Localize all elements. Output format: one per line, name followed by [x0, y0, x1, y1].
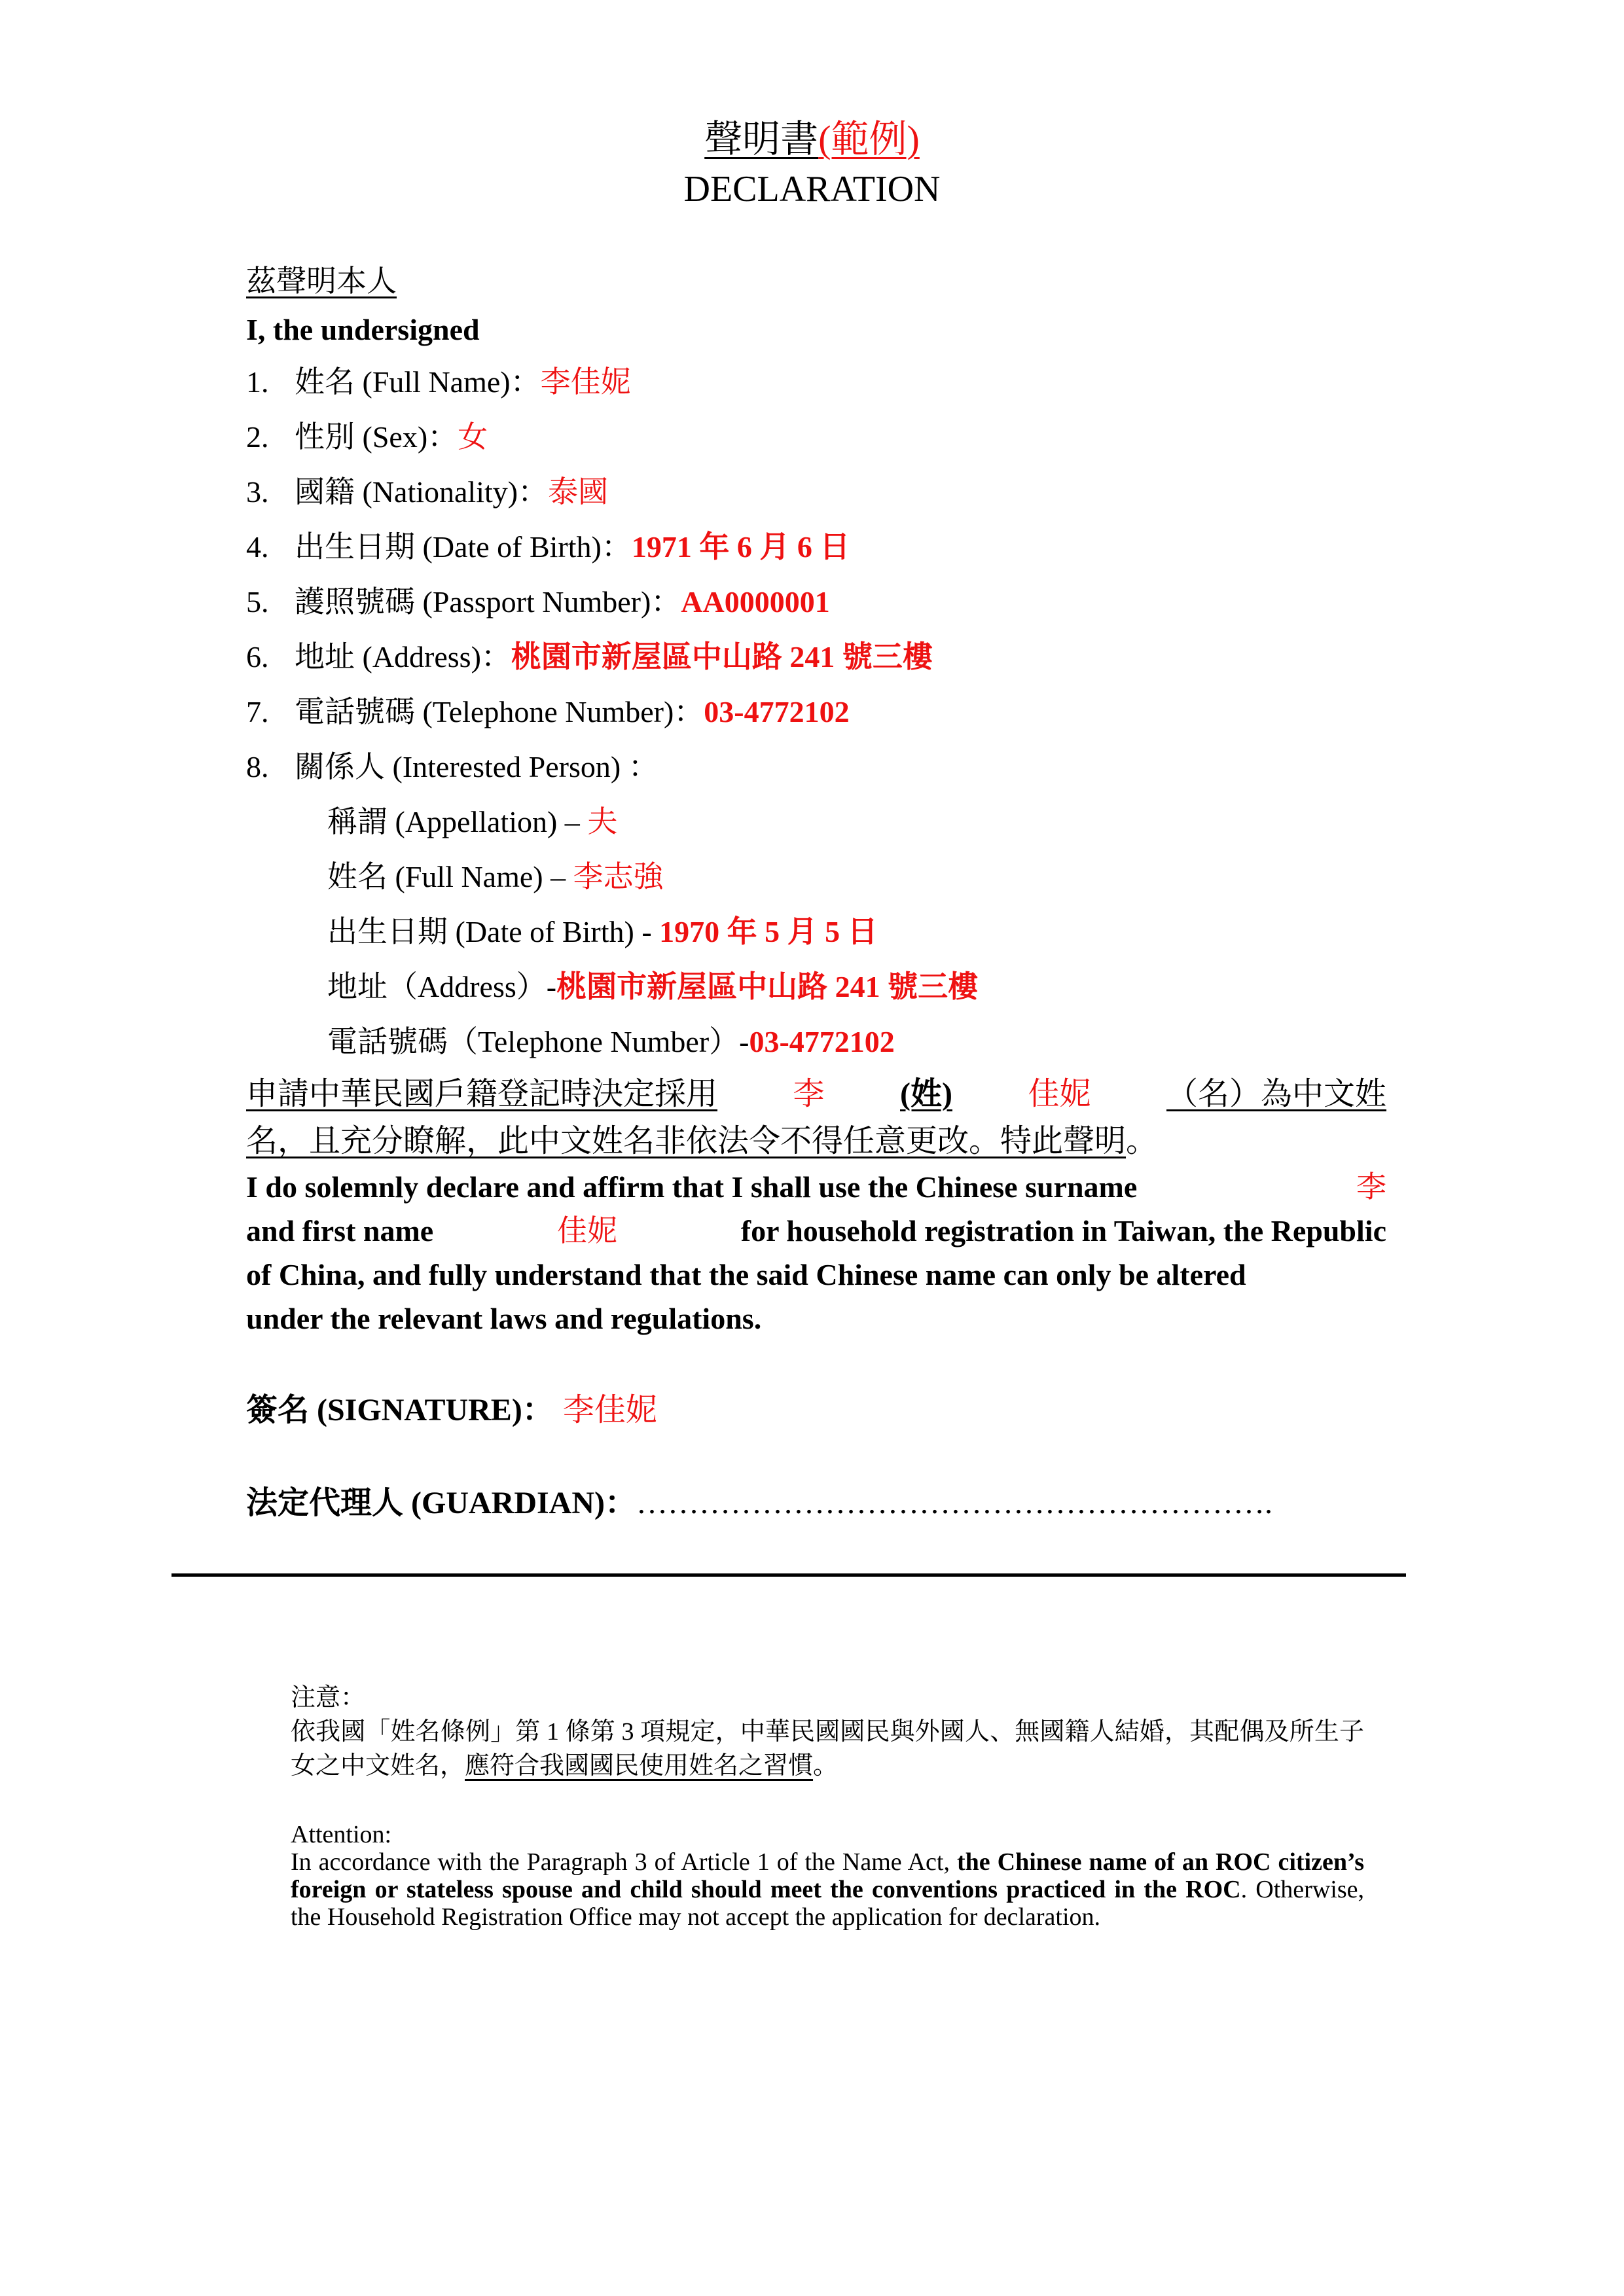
field-value: 李志強 [573, 860, 664, 893]
intro-en: I, the undersigned [246, 313, 480, 346]
declaration-en [246, 1165, 1386, 1340]
interested-appellation [327, 802, 617, 842]
field-label: 地址 (Address)： [295, 640, 511, 673]
intro-zh: 茲聲明本人 [246, 264, 397, 298]
note-zh-underlined: 應符合我國國民使用姓名之習慣 [465, 1752, 814, 1780]
decl-en-line1: I do solemnly declare and affirm that I shall use the Chinese surname [246, 1170, 1138, 1204]
note-zh-end: 。 [813, 1752, 839, 1780]
decl-zh-surname-label: (姓) [900, 1077, 952, 1111]
decl-zh-surname: 李 [793, 1077, 825, 1111]
decl-en-surname: 李 [1356, 1170, 1386, 1204]
note-zh-text: 依我國「姓名條例」第 1 條第 3 項規定，中華民國國民與外國人、無國籍人結婚，其配偶及所生子女之中文姓名， [291, 1718, 1364, 1780]
field-label: 護照號碼 (Passport Number)： [295, 585, 681, 619]
decl-zh-line2: 名，且充分瞭解，此中文姓名非依法令不得任意更改。特此聲明 [246, 1124, 1127, 1158]
field-label: 國籍 (Nationality)： [295, 475, 549, 509]
field-telephone: 7. 電話號碼 (Telephone Number)：03-4772102 [246, 695, 850, 728]
field-sex: 2. 性別 (Sex)：女 [246, 420, 488, 454]
interested-address [327, 967, 978, 1007]
signature-value: 李佳妮 [562, 1393, 657, 1427]
note-en-heading: Attention: [291, 1821, 392, 1848]
field-value: 夫 [587, 805, 618, 838]
decl-en-given: 佳妮 [557, 1214, 618, 1247]
field-date-of-birth: 4. 出生日期 (Date of Birth)：1971 年 6 月 6 日 [246, 530, 850, 564]
field-value: 1971 年 6 月 6 日 [631, 530, 850, 564]
field-value: 桃園市新屋區中山路 241 號三樓 [556, 970, 979, 1003]
note-en-bold: the Chinese name of an ROC citizen’s foreign or stateless spouse and child should meet the conventions practiced in the ROC [291, 1848, 1364, 1903]
guardian-dots: ……………………………………………………. [636, 1486, 1272, 1520]
signature-label: 簽名 (SIGNATURE)： [246, 1393, 554, 1427]
field-value: 女 [458, 420, 488, 454]
field-label: 稱謂 (Appellation) – [327, 805, 588, 838]
note-en [291, 1821, 1364, 1931]
note-zh-heading: 注意： [291, 1684, 366, 1712]
note-zh [291, 1681, 1364, 1783]
field-value: 李佳妮 [540, 365, 631, 399]
field-label: 姓名 (Full Name) – [327, 860, 573, 893]
interested-date-of-birth [327, 912, 878, 952]
field-value: 泰國 [548, 475, 609, 509]
divider [171, 1573, 1406, 1577]
field-value: 03-4772102 [704, 695, 850, 728]
decl-zh-given: 佳妮 [1028, 1077, 1091, 1111]
field-label: 出生日期 (Date of Birth)： [295, 530, 632, 564]
field-label: 出生日期 (Date of Birth) - [327, 915, 660, 948]
field-full-name: 1. 姓名 (Full Name)：李佳妮 [246, 365, 631, 399]
field-value: AA0000001 [681, 585, 830, 619]
interested-full-name [327, 857, 664, 897]
decl-en-line4: under the relevant laws and regulations. [246, 1302, 762, 1335]
decl-zh-text: 申請中華民國戶籍登記時決定採用 [246, 1077, 718, 1111]
field-label: 電話號碼（Telephone Number）- [327, 1025, 749, 1058]
document-title-zh [0, 117, 1624, 162]
field-label: 關係人 (Interested Person) ： [295, 750, 659, 783]
note-en-text-b: . Otherwise, the Household Registration Office may not accept the application for declaration. [291, 1876, 1364, 1931]
field-interested-person: 8. 關係人 (Interested Person) ： [246, 750, 659, 783]
interested-telephone [327, 1022, 895, 1062]
signature-line [246, 1390, 657, 1431]
field-label: 性別 (Sex)： [295, 420, 458, 454]
field-value: 桃園市新屋區中山路 241 號三樓 [511, 640, 933, 673]
field-address: 6. 地址 (Address)：桃園市新屋區中山路 241 號三樓 [246, 640, 933, 673]
document-title-en: DECLARATION [683, 169, 941, 209]
decl-en-line2b: for household registration in Taiwan, the Republic [740, 1214, 1386, 1247]
field-nationality: 3. 國籍 (Nationality)：泰國 [246, 475, 609, 509]
declaration-zh [246, 1071, 1386, 1165]
guardian-label: 法定代理人 (GUARDIAN)： [246, 1486, 636, 1520]
guardian-line [246, 1483, 1272, 1524]
field-label: 姓名 (Full Name)： [295, 365, 541, 399]
decl-en-line2a: and first name [246, 1214, 434, 1247]
title-example-tag: (範例) [818, 118, 920, 160]
decl-en-line3: of China, and fully understand that the said Chinese name can only be altered [246, 1258, 1246, 1291]
note-en-text-a: In accordance with the Paragraph 3 of Article 1 of the Name Act, [291, 1848, 957, 1876]
field-passport-number: 5. 護照號碼 (Passport Number)：AA0000001 [246, 585, 830, 619]
field-value: 1970 年 5 月 5 日 [659, 915, 878, 948]
field-value: 03-4772102 [749, 1025, 895, 1058]
title-zh-text: 聲明書 [704, 118, 819, 160]
decl-zh-line2-end: 。 [1126, 1124, 1158, 1158]
field-label: 電話號碼 (Telephone Number)： [295, 695, 704, 728]
decl-zh-given-label: （名）為中文姓 [1166, 1077, 1386, 1111]
field-label: 地址（Address）- [327, 970, 557, 1003]
